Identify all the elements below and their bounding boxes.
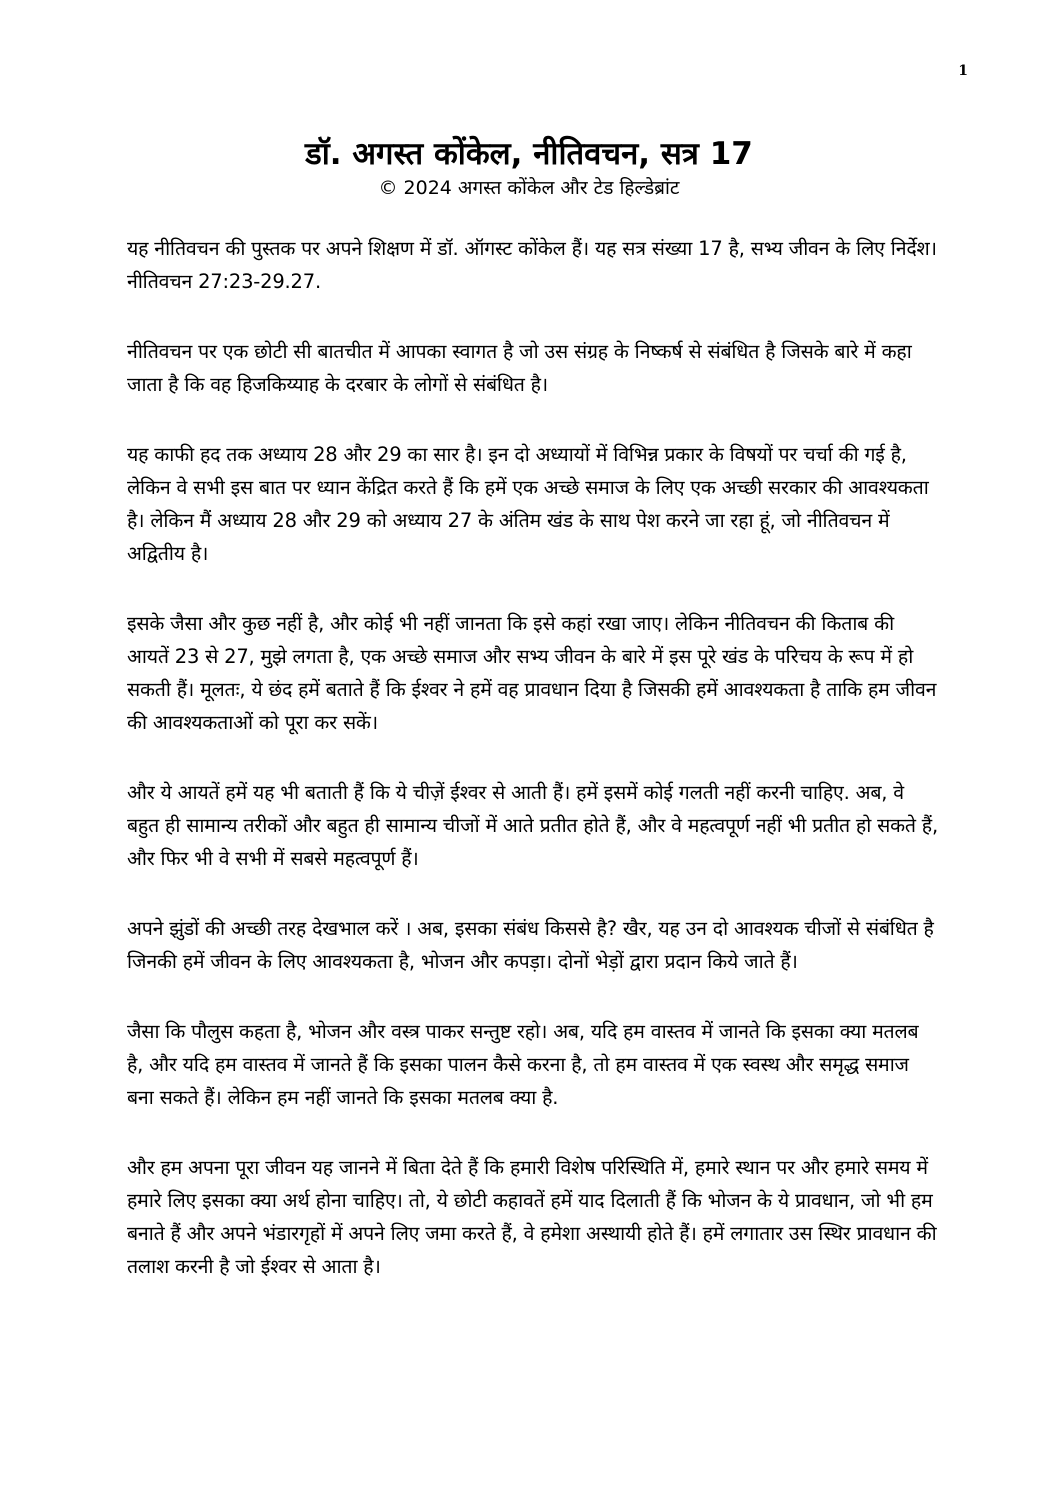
paragraph: अपने झुंडों की अच्छी तरह देखभाल करें । अब, इसका संबंध किससे है? खैर, यह उन दो आवश्यक चीजों से संबंधित है जिनकी हमें जीवन के लिए आवश्यकता है, भोजन और कपड़ा। दोनों भेड़ों द्वारा प्रदान किये जाते हैं। bbox=[127, 917, 934, 973]
copyright-line: © 2024 अगस्त कोंकेल और टेड हिल्डेब्रांट bbox=[378, 177, 680, 199]
paragraph: यह काफी हद तक अध्याय 28 और 29 का सार है। इन दो अध्यायों में विभिन्न प्रकार के विषयों पर चर्चा की गई है, लेकिन वे सभी इस बात पर ध्यान केंद्रित करते हैं कि हमें एक अच्छे समाज के लिए एक अच्छी सरकार की आवश्यकता है। लेकिन मैं अध्याय 28 और 29 को अध्याय 27 के अंतिम खंड के साथ पेश करने जा रहा हूं, जो नीतिवचन में अद्वितीय है। bbox=[127, 443, 929, 565]
paragraph: और ये आयतें हमें यह भी बताती हैं कि ये चीज़ें ईश्वर से आती हैं। हमें इसमें कोई गलती नहीं करनी चाहिए. अब, वे बहुत ही सामान्य तरीकों और बहुत ही सामान्य चीजों में आते प्रतीत होते हैं, और वे महत्वपूर्ण नहीं भी प्रतीत हो सकते हैं, और फिर भी वे सभी में सबसे महत्वपूर्ण हैं। bbox=[127, 781, 938, 870]
paragraph: और हम अपना पूरा जीवन यह जानने में बिता देते हैं कि हमारी विशेष परिस्थिति में, हमारे स्थान पर और हमारे समय में हमारे लिए इसका क्या अर्थ होना चाहिए। तो, ये छोटी कहावतें हमें याद दिलाती हैं कि भोजन के ये प्रावधान, जो भी हम बनाते हैं और अपने भंडारगृहों में अपने लिए जमा करते हैं, वे हमेशा अस्थायी होते हैं। हमें लगातार उस स्थिर प्रावधान की तलाश करनी है जो ईश्वर से आता है। bbox=[127, 1156, 937, 1278]
paragraph: जैसा कि पौलुस कहता है, भोजन और वस्त्र पाकर सन्तुष्ट रहो। अब, यदि हम वास्तव में जानते कि इसका क्या मतलब है, और यदि हम वास्तव में जानते हैं कि इसका पालन कैसे करना है, तो हम वास्तव में एक स्वस्थ और समृद्ध समाज बना सकते हैं। लेकिन हम नहीं जानते कि इसका मतलब क्या है. bbox=[127, 1020, 919, 1109]
document-header bbox=[0, 133, 1058, 202]
document-title: डॉ. अगस्त कोंकेल, नीतिवचन, सत्र 17 bbox=[305, 136, 753, 172]
document-body bbox=[127, 232, 939, 1320]
paragraph: इसके जैसा और कुछ नहीं है, और कोई भी नहीं जानता कि इसे कहां रखा जाए। लेकिन नीतिवचन की किताब की आयतें 23 से 27, मुझे लगता है, एक अच्छे समाज और सभ्य जीवन के बारे में इस पूरे खंड के परिचय के रूप में हो सकती हैं। मूलतः, ये छंद हमें बताते हैं कि ईश्वर ने हमें वह प्रावधान दिया है जिसकी हमें आवश्यकता है ताकि हम जीवन की आवश्यकताओं को पूरा कर सकें। bbox=[127, 612, 937, 734]
paragraph: नीतिवचन पर एक छोटी सी बातचीत में आपका स्वागत है जो उस संग्रह के निष्कर्ष से संबंधित है जिसके बारे में कहा जाता है कि वह हिजकिय्याह के दरबार के लोगों से संबंधित है। bbox=[127, 340, 912, 396]
paragraph: यह नीतिवचन की पुस्तक पर अपने शिक्षण में डॉ. ऑगस्ट कोंकेल हैं। यह सत्र संख्या 17 है, सभ्य जीवन के लिए निर्देश। नीतिवचन 27:23-29.27. bbox=[127, 237, 937, 293]
page-number: 1 bbox=[958, 63, 968, 79]
